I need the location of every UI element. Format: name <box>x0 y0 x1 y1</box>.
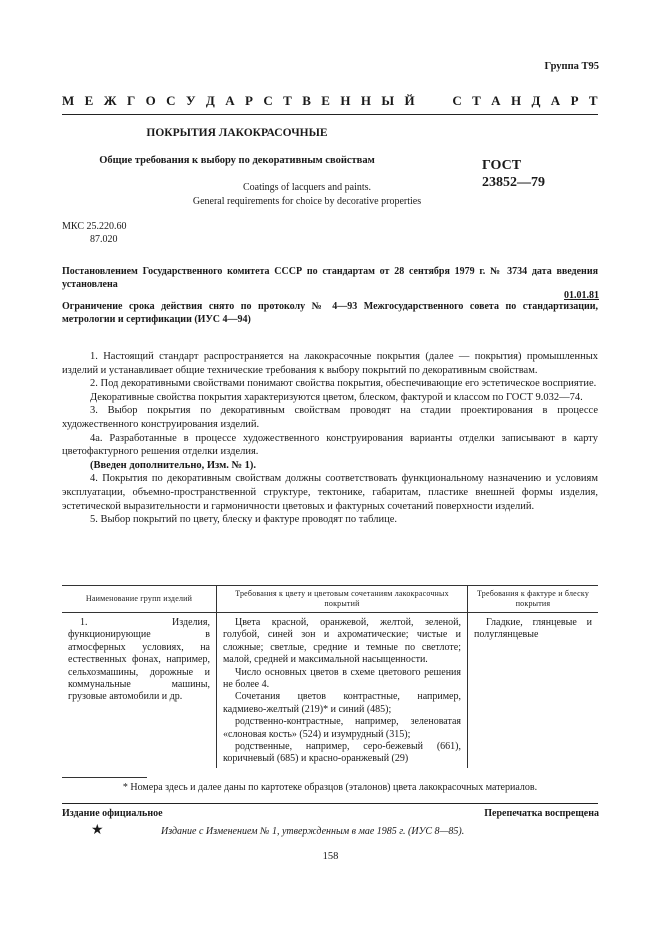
texture-req: Гладкие, глянцевые и полуглянцевые <box>474 617 592 641</box>
banner-letter: Ж <box>103 93 117 108</box>
banner-letter: Г <box>126 93 136 108</box>
banner-letter: Р <box>245 93 253 108</box>
banner-letter: Д <box>531 93 541 108</box>
banner-letter: С <box>452 93 462 108</box>
product-group-text: 1. Изделия, функционирующие в атмосферных условиях, на естественных фонах, например, сельхозмашины, дорожные и коммунальные машины, грузовые автомобили и др. <box>68 617 210 703</box>
color-req-3: Сочетания цветов контрастные, например, кадмиево-желтый (219)* и синий (485); <box>223 691 461 715</box>
banner-letter: С <box>263 93 273 108</box>
body-text <box>62 350 598 527</box>
cell-texture-requirements <box>468 613 599 768</box>
footnote: * Номера здесь и далее даны по картотеке образцов (эталонов) цвета лакокрасочных материалов. <box>122 782 538 793</box>
reprint-prohibited: Перепечатка воспрещена <box>484 808 599 819</box>
page-number: 158 <box>322 851 339 862</box>
banner-letter: Н <box>510 93 522 108</box>
paragraph-2-cont: Декоративные свойства покрытия характеризуются цветом, блеском, фактурой и классом по ГОСТ 9.032—74. <box>90 391 583 403</box>
banner-letter: А <box>550 93 561 108</box>
banner-letter: Д <box>205 93 215 108</box>
header-product-groups: Наименование групп изделий <box>62 586 217 613</box>
banner-letter: В <box>302 93 311 108</box>
footnote-rule <box>62 777 147 778</box>
paragraph-5: 5. Выбор покрытий по цвету, блеску и фактуре проводят по таблице. <box>90 514 398 526</box>
banner-letter: Е <box>84 93 94 108</box>
banner-letter: Е <box>321 93 330 108</box>
paragraph-3: 3. Выбор покрытия по декоративным свойствам проводят на стадии проектирования в процессе художественного конструирования изделий. <box>62 405 598 430</box>
effective-date: 01.01.81 <box>564 290 599 301</box>
banner-letter: У <box>185 93 196 108</box>
mks-code-2: 87.020 <box>90 234 118 245</box>
gost-code: 23852—79 <box>482 175 545 190</box>
banner-letter: Н <box>360 93 371 108</box>
table-row <box>62 613 598 768</box>
mks-codes <box>62 220 126 246</box>
english-title-line1: Coatings of lacquers and paints. <box>242 182 372 193</box>
banner-letter: Т <box>283 93 292 108</box>
english-title-line2: General requirements for choice by decorative properties <box>192 196 422 207</box>
limitation-text: Ограничение срока действия снято по протоколу № 4—93 Межгосударственного совета по стандартизации, метрологии и сертификации (ИУС 4—94) <box>62 301 598 325</box>
banner-letter: Р <box>570 93 579 108</box>
paragraph-4a: 4а. Разработанные в процессе художественного конструирования варианты отделки записывают в карту цветофактурного решения отделки изделия. <box>62 432 598 458</box>
decree-text: Постановлением Государственного комитета СССР по стандартам от 28 сентября 1979 г. № 3734 дата введения установлена <box>62 266 598 290</box>
banner-letter: Т <box>588 93 598 108</box>
banner-letter: Ы <box>381 93 395 108</box>
paragraph-2: 2. Под декоративными свойствами понимают свойства покрытия, обеспечивающие его эстетическое восприятие. <box>90 378 597 390</box>
gost-label: ГОСТ <box>482 158 522 173</box>
paragraph-1: 1. Настоящий стандарт распространяется на лакокрасочные покрытия (далее — покрытия) промышленных изделий и устанавливает общие технические требования к выбору покрытий по декоративным свойствам. <box>62 351 598 376</box>
banner-letter: Т <box>472 93 481 108</box>
banner-letter <box>425 93 428 109</box>
color-req-2: Число основных цветов в схеме цветового решения не более 4. <box>223 666 461 691</box>
cell-color-requirements <box>217 613 468 768</box>
banner-letter: А <box>491 93 501 108</box>
edition-changes: Издание с Изменением № 1, утвержденным в мае 1985 г. (ИУС 8—85). <box>161 826 465 837</box>
star-icon: ★ <box>91 823 104 838</box>
color-req-1: Цвета красной, оранжевой, желтой, зеленой, голубой, синей зон и ахроматические; чистые и сложные; светлые, средние и темные по светлоте; малой, средней и максимальной насыщенности. <box>223 617 461 666</box>
table-header-row <box>62 586 598 613</box>
amendment-note: (Введен дополнительно, Изм. № 1). <box>90 459 257 471</box>
banner-letter: О <box>145 93 156 108</box>
group-code: Группа Т95 <box>544 61 599 72</box>
banner-letter: А <box>225 93 235 108</box>
document-subtitle: Общие требования к выбору по декоративным свойствам <box>99 155 375 166</box>
banner-letter: Й <box>404 93 415 108</box>
standard-banner <box>62 93 598 109</box>
cell-product-group <box>62 613 217 768</box>
footer-rule <box>62 803 598 804</box>
header-rule <box>62 114 598 115</box>
official-edition: Издание официальное <box>62 808 163 819</box>
banner-letter: М <box>62 93 75 108</box>
requirements-table <box>62 585 598 768</box>
color-req-5: родственные, например, серо-бежевый (661), коричневый (685) и красно-оранжевый (29) <box>223 741 461 765</box>
color-req-4: родственно-контрастные, например, зеленоватая «слоновая кость» (524) и изумрудный (315); <box>223 716 461 740</box>
english-title <box>62 181 552 209</box>
mks-code-1: МКС 25.220.60 <box>62 221 127 232</box>
banner-letter: С <box>166 93 176 108</box>
paragraph-4: 4. Покрытия по декоративным свойствам должны соответствовать функциональному назначению и условиям эксплуатации, объемно-пространственной структуре, тектонике, габаритам, пластике внешней формы изделия, эстетической выразительности и гармоничности цветовых и фактурных сочетаний поверхности изделий. <box>62 473 598 512</box>
header-texture-requirements: Требования к фактуре и блеску покрытия <box>468 586 599 613</box>
document-title: ПОКРЫТИЯ ЛАКОКРАСОЧНЫЕ <box>146 127 328 139</box>
header-color-requirements: Требования к цвету и цветовым сочетаниям лакокрасочных покрытий <box>217 586 468 613</box>
banner-letter: Н <box>340 93 351 108</box>
banner-letter <box>439 93 442 109</box>
